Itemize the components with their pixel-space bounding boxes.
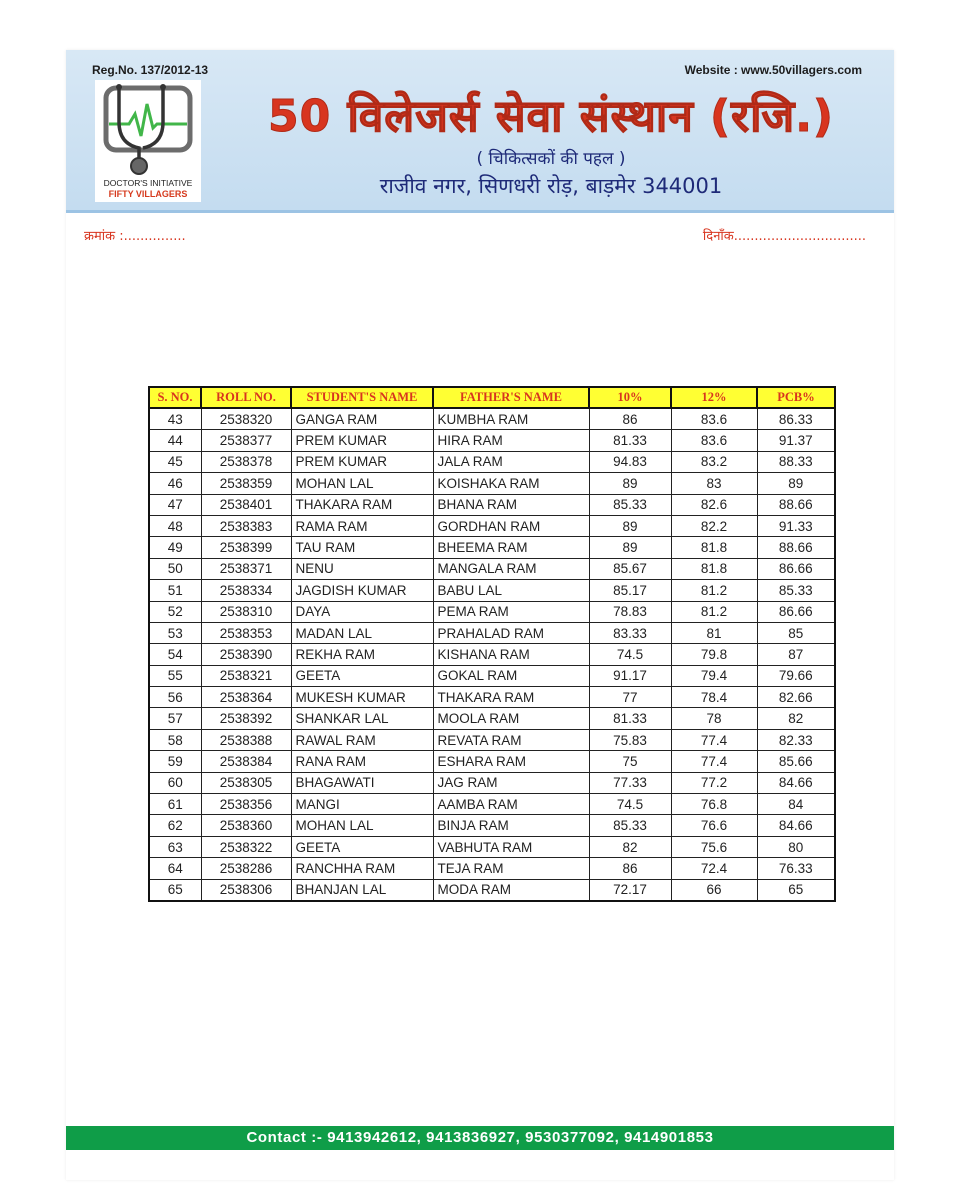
father-name-cell: VABHUTA RAM (433, 836, 589, 857)
logo-line1: DOCTOR'S INITIATIVE (103, 178, 193, 188)
pcb-percent-cell: 86.33 (757, 408, 835, 430)
twelfth-percent-cell: 72.4 (671, 858, 757, 879)
tenth-percent-cell: 91.17 (589, 665, 671, 686)
tenth-percent-cell: 85.33 (589, 815, 671, 836)
twelfth-percent-cell: 82.6 (671, 494, 757, 515)
date-field: दिनाँक................................ (702, 229, 866, 244)
serial-cell: 60 (149, 772, 201, 793)
pcb-percent-cell: 84.66 (757, 772, 835, 793)
column-header: STUDENT'S NAME (291, 387, 433, 408)
twelfth-percent-cell: 66 (671, 879, 757, 901)
pcb-percent-cell: 79.66 (757, 665, 835, 686)
table-row (149, 879, 835, 901)
serial-cell: 48 (149, 515, 201, 536)
father-name-cell: KOISHAKA RAM (433, 473, 589, 494)
tenth-percent-cell: 78.83 (589, 601, 671, 622)
serial-cell: 65 (149, 879, 201, 901)
student-name-cell: RANCHHA RAM (291, 858, 433, 879)
letterhead-page (66, 50, 894, 1180)
student-name-cell: GEETA (291, 665, 433, 686)
roll-number-cell: 2538388 (201, 729, 291, 750)
student-name-cell: SHANKAR LAL (291, 708, 433, 729)
tenth-percent-cell: 85.17 (589, 580, 671, 601)
father-name-cell: MANGALA RAM (433, 558, 589, 579)
column-header: 12% (671, 387, 757, 408)
roll-number-cell: 2538392 (201, 708, 291, 729)
father-name-cell: BABU LAL (433, 580, 589, 601)
pcb-percent-cell: 88.33 (757, 451, 835, 472)
twelfth-percent-cell: 78 (671, 708, 757, 729)
pcb-percent-cell: 87 (757, 644, 835, 665)
tenth-percent-cell: 83.33 (589, 622, 671, 643)
twelfth-percent-cell: 81.2 (671, 601, 757, 622)
serial-cell: 59 (149, 751, 201, 772)
pcb-percent-cell: 82.66 (757, 687, 835, 708)
roll-number-cell: 2538334 (201, 580, 291, 601)
table-row (149, 751, 835, 772)
table-row (149, 622, 835, 643)
table-row (149, 729, 835, 750)
pcb-percent-cell: 82 (757, 708, 835, 729)
table-row (149, 687, 835, 708)
table-row (149, 515, 835, 536)
table-row (149, 665, 835, 686)
serial-cell: 49 (149, 537, 201, 558)
pcb-percent-cell: 88.66 (757, 537, 835, 558)
serial-cell: 52 (149, 601, 201, 622)
father-name-cell: BINJA RAM (433, 815, 589, 836)
serial-cell: 43 (149, 408, 201, 430)
table-row (149, 537, 835, 558)
twelfth-percent-cell: 77.2 (671, 772, 757, 793)
roll-number-cell: 2538353 (201, 622, 291, 643)
tenth-percent-cell: 75.83 (589, 729, 671, 750)
pcb-percent-cell: 84 (757, 794, 835, 815)
father-name-cell: BHEEMA RAM (433, 537, 589, 558)
twelfth-percent-cell: 81 (671, 622, 757, 643)
table-row (149, 430, 835, 451)
tenth-percent-cell: 74.5 (589, 794, 671, 815)
table-row (149, 794, 835, 815)
pcb-percent-cell: 85.33 (757, 580, 835, 601)
roll-number-cell: 2538356 (201, 794, 291, 815)
table-row (149, 473, 835, 494)
table-row (149, 858, 835, 879)
organization-title: 50 विलेजर्स सेवा संस्थान (रजि.) (267, 91, 835, 142)
twelfth-percent-cell: 83.6 (671, 430, 757, 451)
table-row (149, 815, 835, 836)
table-row (149, 580, 835, 601)
roll-number-cell: 2538305 (201, 772, 291, 793)
father-name-cell: TEJA RAM (433, 858, 589, 879)
student-name-cell: THAKARA RAM (291, 494, 433, 515)
serial-cell: 53 (149, 622, 201, 643)
results-table (148, 386, 836, 902)
father-name-cell: MODA RAM (433, 879, 589, 901)
website-text: Website : www.50villagers.com (684, 63, 862, 77)
roll-number-cell: 2538377 (201, 430, 291, 451)
father-name-cell: GOKAL RAM (433, 665, 589, 686)
pcb-percent-cell: 85.66 (757, 751, 835, 772)
student-name-cell: RAWAL RAM (291, 729, 433, 750)
student-name-cell: RANA RAM (291, 751, 433, 772)
father-name-cell: PRAHALAD RAM (433, 622, 589, 643)
roll-number-cell: 2538306 (201, 879, 291, 901)
father-name-cell: JAG RAM (433, 772, 589, 793)
table-row (149, 601, 835, 622)
table-row (149, 644, 835, 665)
father-name-cell: ESHARA RAM (433, 751, 589, 772)
father-name-cell: KISHANA RAM (433, 644, 589, 665)
student-name-cell: PREM KUMAR (291, 451, 433, 472)
tenth-percent-cell: 85.33 (589, 494, 671, 515)
pcb-percent-cell: 89 (757, 473, 835, 494)
serial-cell: 50 (149, 558, 201, 579)
tenth-percent-cell: 89 (589, 515, 671, 536)
pcb-percent-cell: 65 (757, 879, 835, 901)
roll-number-cell: 2538383 (201, 515, 291, 536)
table-row (149, 772, 835, 793)
serial-cell: 45 (149, 451, 201, 472)
father-name-cell: PEMA RAM (433, 601, 589, 622)
tenth-percent-cell: 74.5 (589, 644, 671, 665)
father-name-cell: JALA RAM (433, 451, 589, 472)
serial-cell: 55 (149, 665, 201, 686)
twelfth-percent-cell: 78.4 (671, 687, 757, 708)
student-name-cell: PREM KUMAR (291, 430, 433, 451)
student-name-cell: DAYA (291, 601, 433, 622)
father-name-cell: REVATA RAM (433, 729, 589, 750)
twelfth-percent-cell: 81.2 (671, 580, 757, 601)
twelfth-percent-cell: 76.6 (671, 815, 757, 836)
tenth-percent-cell: 94.83 (589, 451, 671, 472)
letterhead-header (66, 50, 894, 213)
roll-number-cell: 2538322 (201, 836, 291, 857)
tenth-percent-cell: 77.33 (589, 772, 671, 793)
serial-cell: 57 (149, 708, 201, 729)
roll-number-cell: 2538364 (201, 687, 291, 708)
student-name-cell: MUKESH KUMAR (291, 687, 433, 708)
serial-cell: 56 (149, 687, 201, 708)
pcb-percent-cell: 88.66 (757, 494, 835, 515)
student-name-cell: JAGDISH KUMAR (291, 580, 433, 601)
table-row (149, 451, 835, 472)
father-name-cell: KUMBHA RAM (433, 408, 589, 430)
roll-number-cell: 2538401 (201, 494, 291, 515)
serial-cell: 54 (149, 644, 201, 665)
tenth-percent-cell: 81.33 (589, 708, 671, 729)
serial-cell: 47 (149, 494, 201, 515)
tenth-percent-cell: 86 (589, 408, 671, 430)
table-header-row (149, 387, 835, 408)
tenth-percent-cell: 81.33 (589, 430, 671, 451)
father-name-cell: BHANA RAM (433, 494, 589, 515)
student-name-cell: GANGA RAM (291, 408, 433, 430)
twelfth-percent-cell: 79.8 (671, 644, 757, 665)
column-header: ROLL NO. (201, 387, 291, 408)
serial-cell: 51 (149, 580, 201, 601)
student-name-cell: MOHAN LAL (291, 473, 433, 494)
twelfth-percent-cell: 77.4 (671, 729, 757, 750)
logo (95, 80, 201, 202)
twelfth-percent-cell: 77.4 (671, 751, 757, 772)
roll-number-cell: 2538384 (201, 751, 291, 772)
twelfth-percent-cell: 81.8 (671, 558, 757, 579)
pcb-percent-cell: 84.66 (757, 815, 835, 836)
student-name-cell: RAMA RAM (291, 515, 433, 536)
contact-footer: Contact :- 9413942612, 9413836927, 9530377092, 9414901853 (66, 1126, 894, 1150)
student-name-cell: NENU (291, 558, 433, 579)
tenth-percent-cell: 72.17 (589, 879, 671, 901)
pcb-percent-cell: 86.66 (757, 601, 835, 622)
roll-number-cell: 2538360 (201, 815, 291, 836)
pcb-percent-cell: 91.37 (757, 430, 835, 451)
student-name-cell: BHANJAN LAL (291, 879, 433, 901)
student-name-cell: MOHAN LAL (291, 815, 433, 836)
table-row (149, 708, 835, 729)
student-name-cell: REKHA RAM (291, 644, 433, 665)
father-name-cell: THAKARA RAM (433, 687, 589, 708)
father-name-cell: HIRA RAM (433, 430, 589, 451)
roll-number-cell: 2538310 (201, 601, 291, 622)
roll-number-cell: 2538320 (201, 408, 291, 430)
serial-number-field: क्रमांक :............... (84, 229, 186, 244)
roll-number-cell: 2538359 (201, 473, 291, 494)
serial-cell: 64 (149, 858, 201, 879)
student-name-cell: GEETA (291, 836, 433, 857)
student-name-cell: MANGI (291, 794, 433, 815)
twelfth-percent-cell: 83 (671, 473, 757, 494)
twelfth-percent-cell: 76.8 (671, 794, 757, 815)
tenth-percent-cell: 86 (589, 858, 671, 879)
serial-cell: 46 (149, 473, 201, 494)
organization-tagline: ( चिकित्सकों की पहल ) (476, 149, 626, 169)
tenth-percent-cell: 89 (589, 473, 671, 494)
roll-number-cell: 2538286 (201, 858, 291, 879)
pcb-percent-cell: 80 (757, 836, 835, 857)
pcb-percent-cell: 86.66 (757, 558, 835, 579)
table-row (149, 836, 835, 857)
stethoscope-logo-icon (99, 82, 197, 178)
pcb-percent-cell: 76.33 (757, 858, 835, 879)
student-name-cell: BHAGAWATI (291, 772, 433, 793)
table-row (149, 558, 835, 579)
twelfth-percent-cell: 79.4 (671, 665, 757, 686)
roll-number-cell: 2538321 (201, 665, 291, 686)
twelfth-percent-cell: 83.2 (671, 451, 757, 472)
student-name-cell: MADAN LAL (291, 622, 433, 643)
column-header: 10% (589, 387, 671, 408)
roll-number-cell: 2538399 (201, 537, 291, 558)
tenth-percent-cell: 77 (589, 687, 671, 708)
father-name-cell: GORDHAN RAM (433, 515, 589, 536)
column-header: FATHER'S NAME (433, 387, 589, 408)
twelfth-percent-cell: 81.8 (671, 537, 757, 558)
serial-cell: 63 (149, 836, 201, 857)
serial-cell: 61 (149, 794, 201, 815)
roll-number-cell: 2538390 (201, 644, 291, 665)
table-row (149, 494, 835, 515)
serial-cell: 62 (149, 815, 201, 836)
logo-line2: FIFTY VILLAGERS (108, 189, 188, 199)
results-table-body (149, 408, 835, 901)
twelfth-percent-cell: 82.2 (671, 515, 757, 536)
roll-number-cell: 2538371 (201, 558, 291, 579)
serial-cell: 44 (149, 430, 201, 451)
organization-address: राजीव नगर, सिणधरी रोड़, बाड़मेर 344001 (379, 174, 723, 198)
tenth-percent-cell: 75 (589, 751, 671, 772)
student-name-cell: TAU RAM (291, 537, 433, 558)
column-header: S. NO. (149, 387, 201, 408)
roll-number-cell: 2538378 (201, 451, 291, 472)
twelfth-percent-cell: 75.6 (671, 836, 757, 857)
tenth-percent-cell: 82 (589, 836, 671, 857)
twelfth-percent-cell: 83.6 (671, 408, 757, 430)
tenth-percent-cell: 89 (589, 537, 671, 558)
column-header: PCB% (757, 387, 835, 408)
father-name-cell: AAMBA RAM (433, 794, 589, 815)
pcb-percent-cell: 91.33 (757, 515, 835, 536)
pcb-percent-cell: 85 (757, 622, 835, 643)
table-row (149, 408, 835, 430)
father-name-cell: MOOLA RAM (433, 708, 589, 729)
tenth-percent-cell: 85.67 (589, 558, 671, 579)
registration-number: Reg.No. 137/2012-13 (92, 63, 209, 77)
pcb-percent-cell: 82.33 (757, 729, 835, 750)
serial-cell: 58 (149, 729, 201, 750)
